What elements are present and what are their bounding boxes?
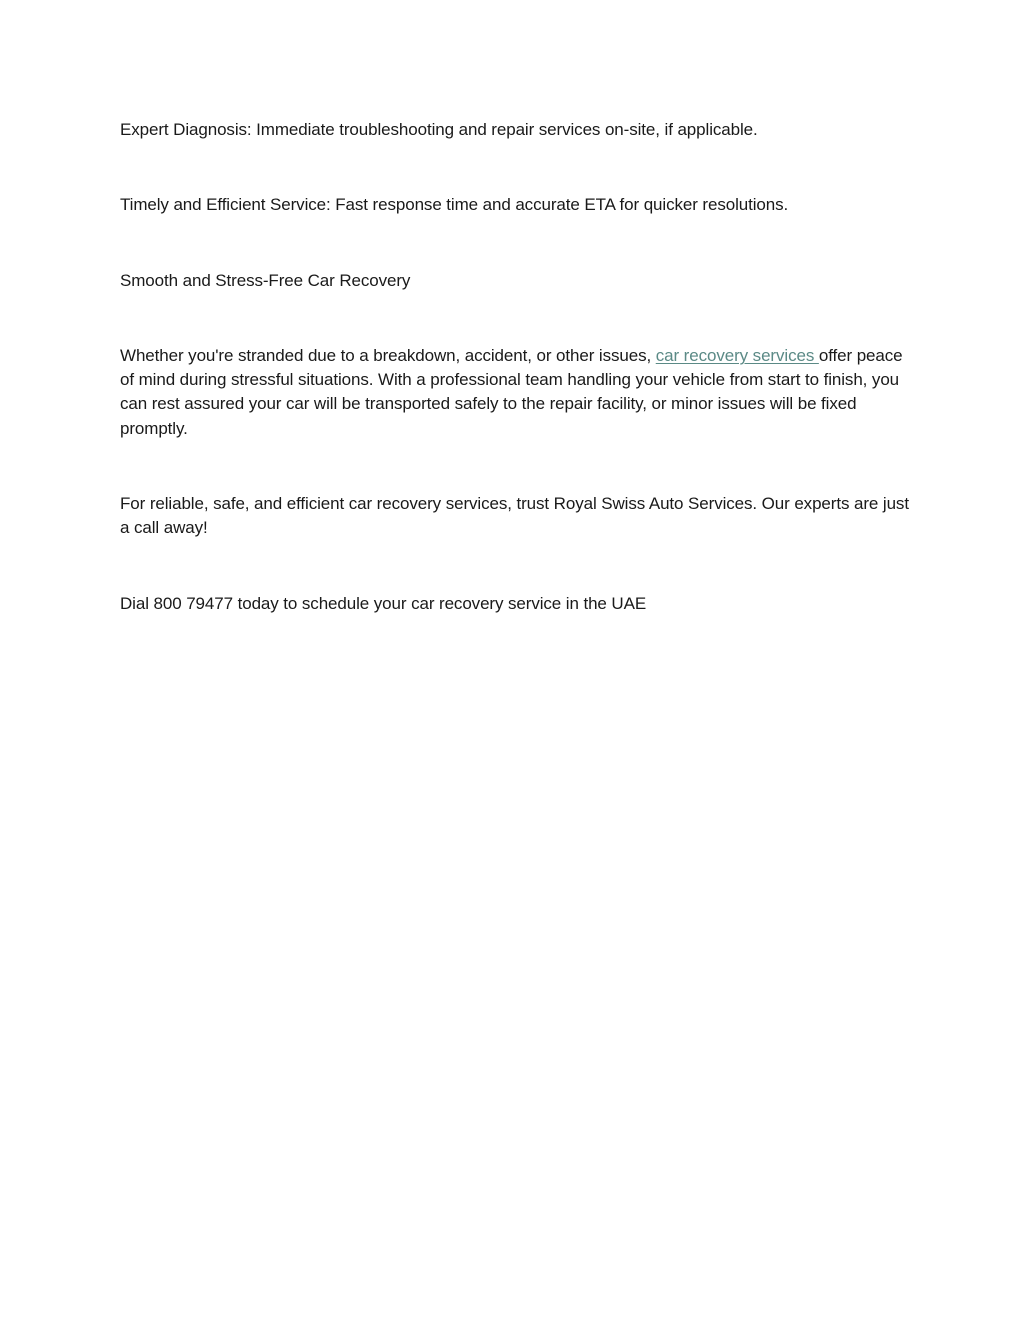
paragraph-text-before-link: Whether you're stranded due to a breakdown, accident, or other issues, xyxy=(120,345,656,365)
car-recovery-services-link[interactable]: car recovery services xyxy=(655,345,819,365)
paragraph-text-after-link: offer peace of mind during stressful situations. With a professional team handling your vehicle from start to finish, you can rest assured your car will be transported safely to the repair facility, or minor issues will be fixed promptly. xyxy=(120,345,903,438)
paragraph-dial-number: Dial 800 79477 today to schedule your car recovery service in the UAE xyxy=(120,593,647,613)
paragraph-expert-diagnosis: Expert Diagnosis: Immediate troubleshooting and repair services on-site, if applicable. xyxy=(120,120,758,139)
paragraph-whether-stranded xyxy=(120,344,910,441)
document-body xyxy=(120,118,910,616)
paragraph-heading-smooth-recovery: Smooth and Stress-Free Car Recovery xyxy=(120,270,411,290)
paragraph-trust-royal-swiss: For reliable, safe, and efficient car recovery services, trust Royal Swiss Auto Services. Our experts are just a call away! xyxy=(120,494,909,538)
paragraph-timely-service: Timely and Efficient Service: Fast response time and accurate ETA for quicker resolutions. xyxy=(120,195,789,215)
